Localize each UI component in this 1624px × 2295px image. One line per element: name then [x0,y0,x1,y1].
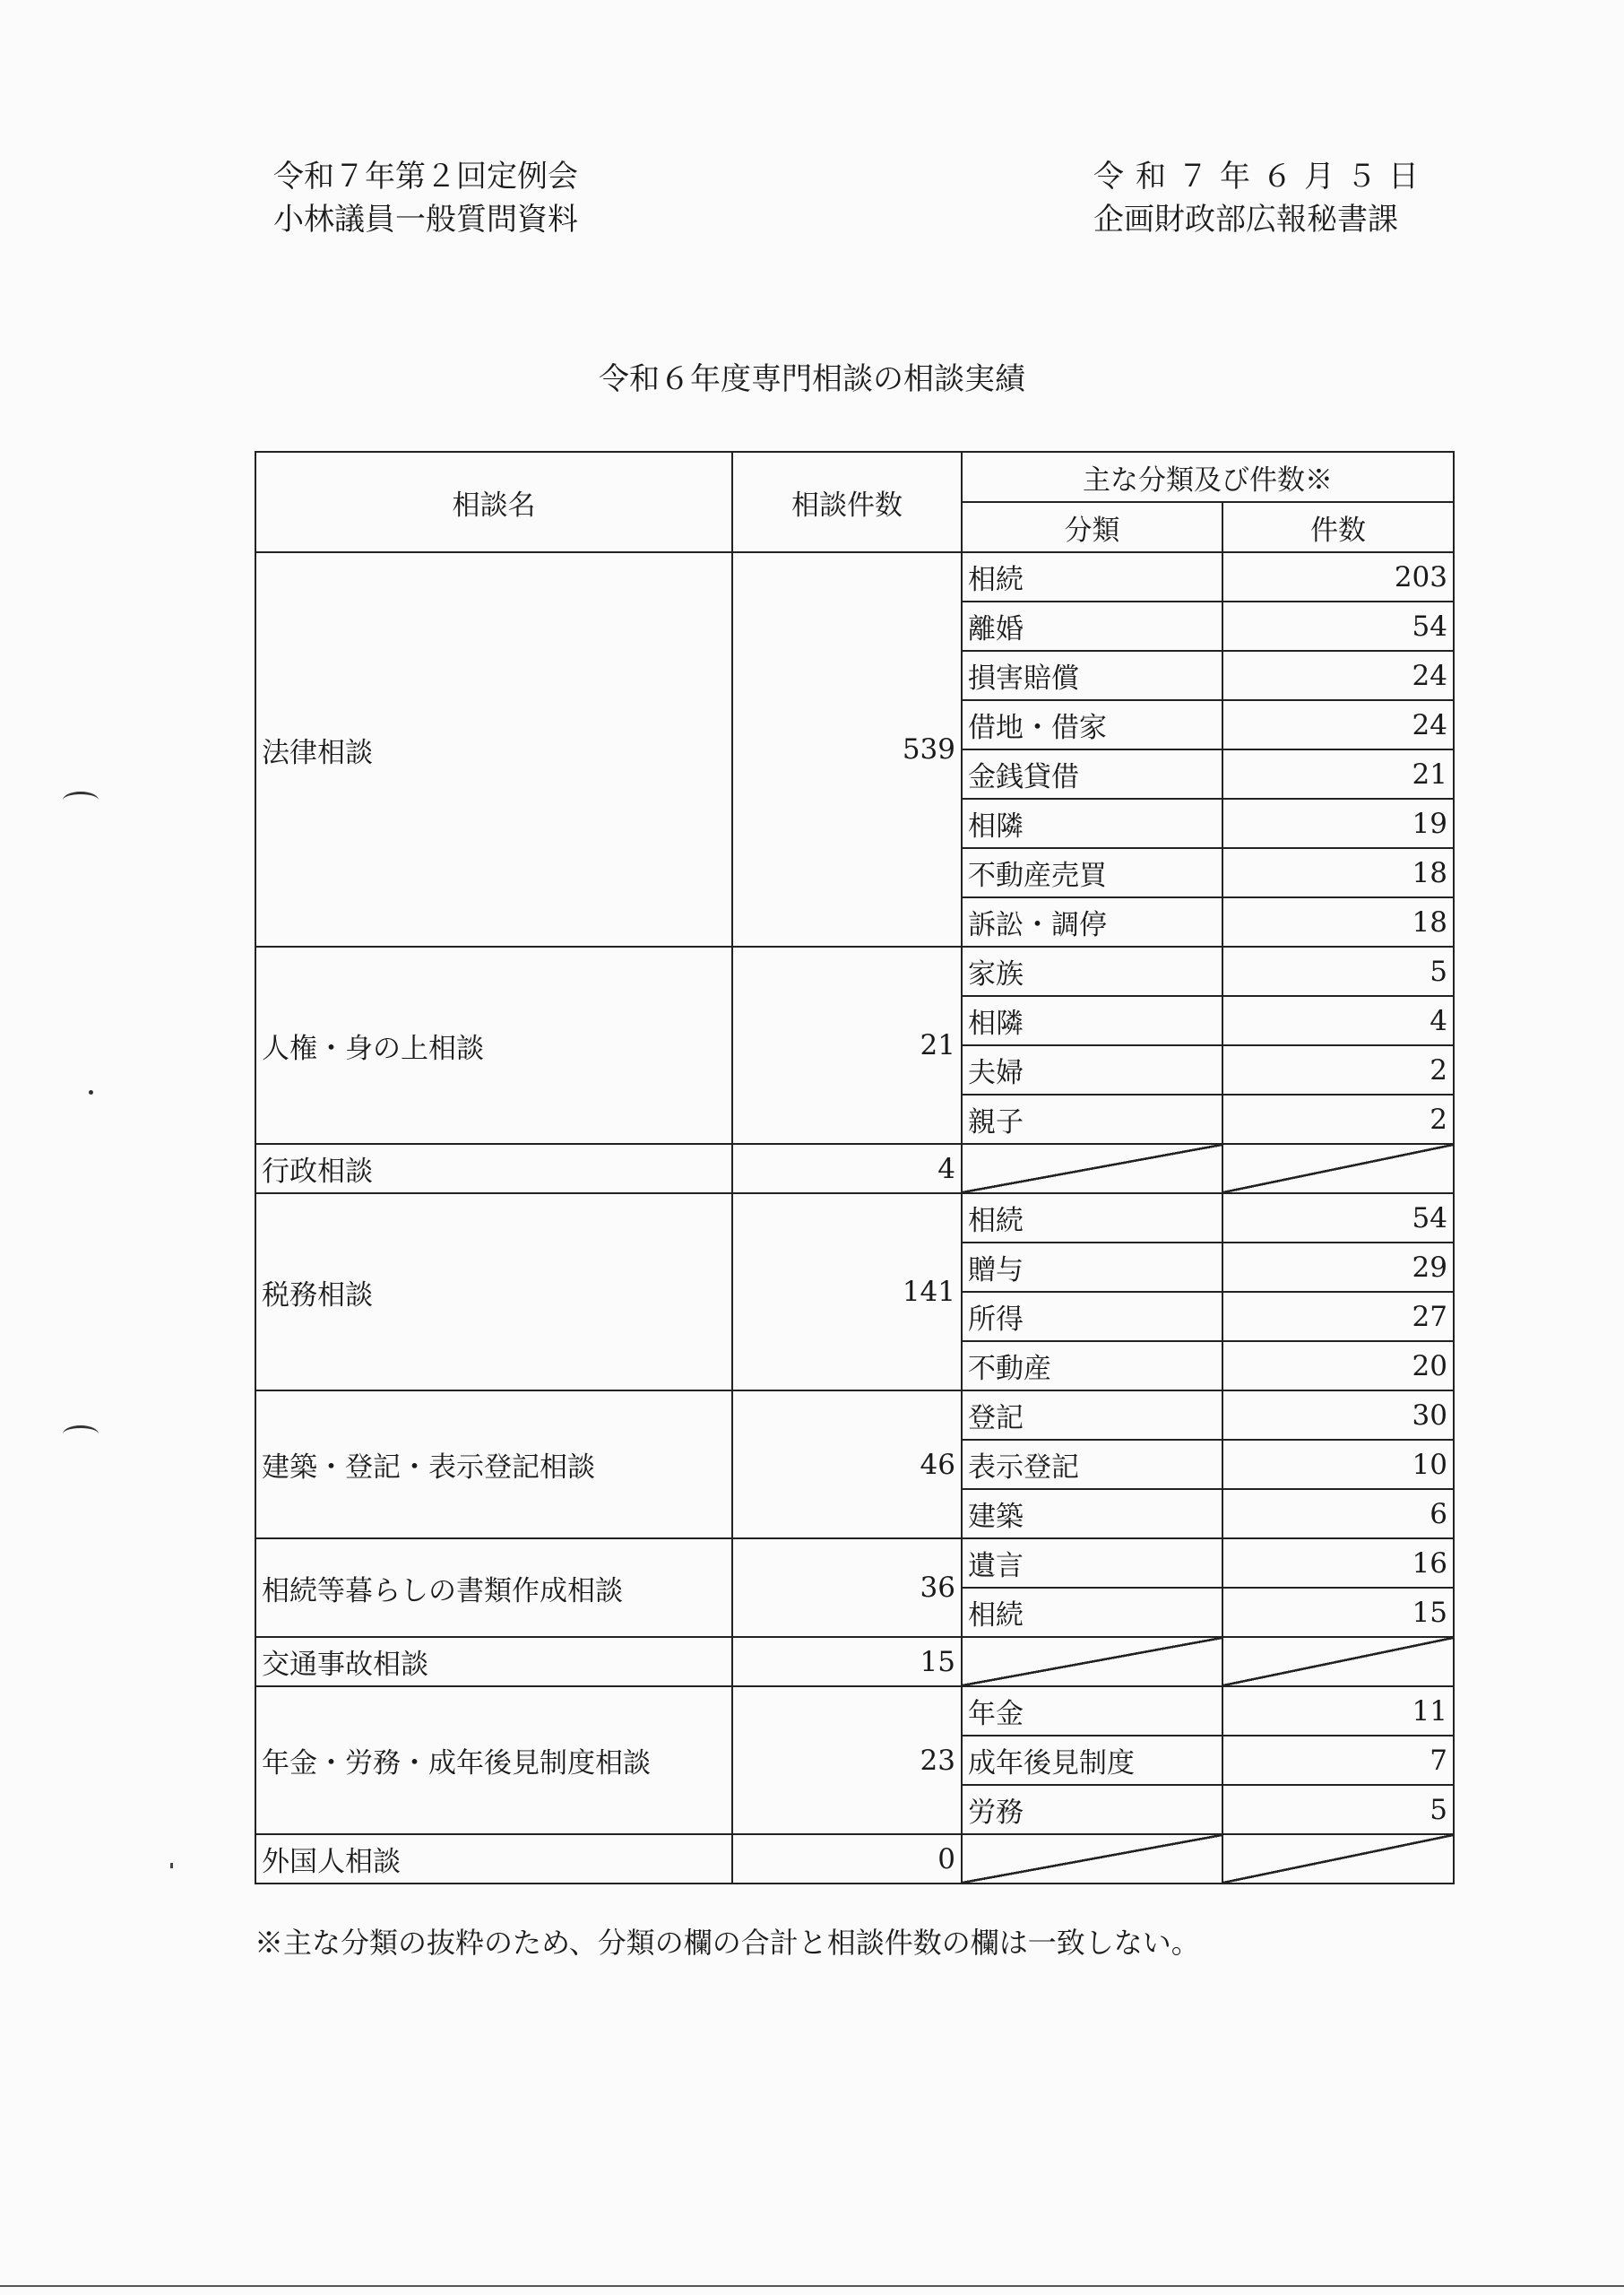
category-count: 19 [1222,799,1454,848]
category-empty-cell [962,1834,1222,1884]
table-row [255,1686,1454,1736]
header-consultation-name: 相談名 [255,452,732,552]
scan-mark [63,792,99,809]
scan-dot [89,1090,93,1095]
scan-dot [170,1863,173,1868]
meeting-name: 令和７年第２回定例会 [273,159,578,195]
scan-mark [63,1425,99,1442]
category-count: 20 [1222,1341,1454,1390]
category-count: 10 [1222,1440,1454,1489]
consultation-count: 15 [732,1637,962,1686]
consultation-count: 36 [732,1538,962,1637]
category-name: 表示登記 [962,1440,1222,1489]
consultation-name: 外国人相談 [255,1834,732,1884]
header-consultation-count: 相談件数 [732,452,962,552]
category-count-empty-cell [1222,1144,1454,1193]
category-count: 18 [1222,897,1454,947]
category-count-empty-cell [1222,1637,1454,1686]
consultation-count: 46 [732,1390,962,1538]
category-name: 労務 [962,1785,1222,1834]
category-count: 18 [1222,848,1454,897]
category-name: 年金 [962,1686,1222,1736]
category-name: 不動産 [962,1341,1222,1390]
category-count: 24 [1222,651,1454,700]
table-row [255,552,1454,602]
category-count: 2 [1222,1095,1454,1144]
consultation-name: 交通事故相談 [255,1637,732,1686]
category-count: 24 [1222,700,1454,749]
consultation-name: 人権・身の上相談 [255,947,732,1144]
consultation-name: 税務相談 [255,1193,732,1390]
category-name: 贈与 [962,1243,1222,1292]
category-count: 16 [1222,1538,1454,1588]
category-name: 相続 [962,552,1222,602]
consultation-name: 年金・労務・成年後見制度相談 [255,1686,732,1834]
material-name: 小林議員一般質問資料 [273,202,578,238]
category-count: 4 [1222,996,1454,1045]
table-row [255,1390,1454,1440]
category-name: 金銭貸借 [962,749,1222,799]
category-name: 不動産売買 [962,848,1222,897]
consultation-count: 0 [732,1834,962,1884]
header-category: 分類 [962,502,1222,552]
consultation-name: 行政相談 [255,1144,732,1193]
consultation-count: 539 [732,552,962,947]
category-name: 借地・借家 [962,700,1222,749]
category-empty-cell [962,1637,1222,1686]
consultation-count: 21 [732,947,962,1144]
consultation-name: 法律相談 [255,552,732,947]
header-main-categories: 主な分類及び件数※ [962,452,1454,502]
category-empty-cell [962,1144,1222,1193]
category-name: 相隣 [962,996,1222,1045]
category-name: 成年後見制度 [962,1736,1222,1785]
consultation-table [255,451,1455,1884]
category-count: 27 [1222,1292,1454,1341]
scan-edge-line [0,2285,1624,2287]
category-name: 登記 [962,1390,1222,1440]
header-right [1093,155,1430,241]
category-count: 7 [1222,1736,1454,1785]
table-body [255,552,1454,1884]
category-name: 相続 [962,1588,1222,1637]
category-name: 夫婦 [962,1045,1222,1095]
document-title: 令和６年度専門相談の相談実績 [599,361,1025,397]
category-name: 損害賠償 [962,651,1222,700]
category-count: 54 [1222,1193,1454,1243]
category-name: 離婚 [962,602,1222,651]
table-row [255,1144,1454,1193]
category-name: 相続 [962,1193,1222,1243]
category-count: 5 [1222,947,1454,996]
consultation-count: 141 [732,1193,962,1390]
consultation-name: 建築・登記・表示登記相談 [255,1390,732,1538]
department-name: 企画財政部広報秘書課 [1093,202,1398,238]
table-row [255,1637,1454,1686]
category-count: 5 [1222,1785,1454,1834]
category-name: 所得 [962,1292,1222,1341]
category-count: 30 [1222,1390,1454,1440]
category-count: 15 [1222,1588,1454,1637]
category-count: 11 [1222,1686,1454,1736]
table-row [255,1834,1454,1884]
consultation-name: 相続等暮らしの書類作成相談 [255,1538,732,1637]
category-count: 54 [1222,602,1454,651]
consultation-count: 4 [732,1144,962,1193]
category-name: 遺言 [962,1538,1222,1588]
table-row [255,1193,1454,1243]
consultation-count: 23 [732,1686,962,1834]
category-name: 建築 [962,1489,1222,1538]
header-category-count: 件数 [1222,502,1454,552]
category-name: 家族 [962,947,1222,996]
category-count: 203 [1222,552,1454,602]
category-name: 訴訟・調停 [962,897,1222,947]
document-date: 令和７年６月５日 [1093,159,1430,195]
category-count: 21 [1222,749,1454,799]
table-row [255,947,1454,996]
category-count: 6 [1222,1489,1454,1538]
category-count: 2 [1222,1045,1454,1095]
table-row [255,1538,1454,1588]
category-name: 親子 [962,1095,1222,1144]
header-left [273,155,578,241]
footnote: ※主な分類の抜粋のため、分類の欄の合計と相談件数の欄は一致しない。 [255,1926,1200,1960]
category-count: 29 [1222,1243,1454,1292]
category-name: 相隣 [962,799,1222,848]
category-count-empty-cell [1222,1834,1454,1884]
